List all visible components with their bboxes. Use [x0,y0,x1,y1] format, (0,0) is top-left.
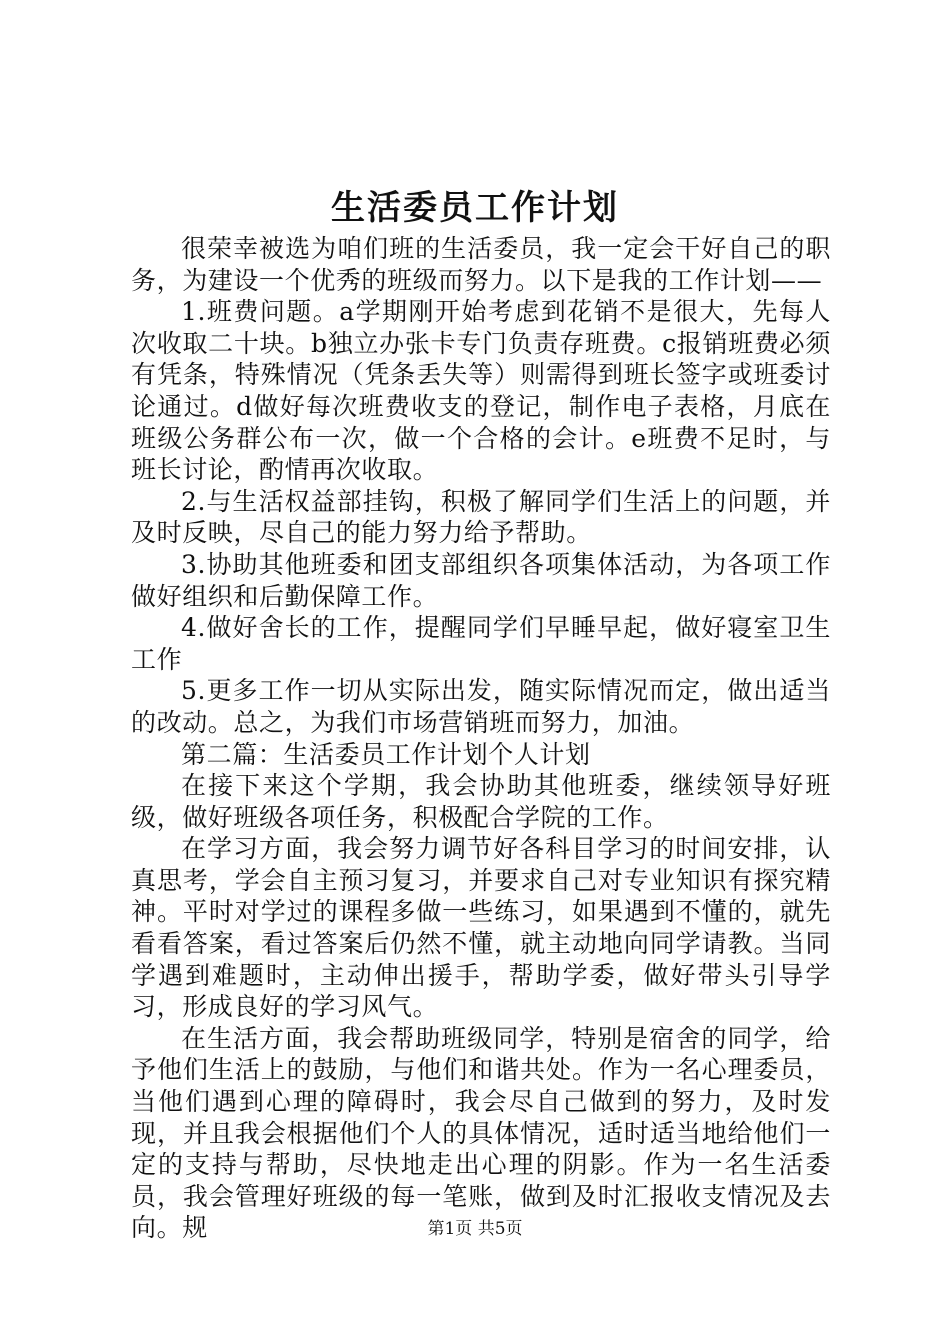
paragraph: 5.更多工作一切从实际出发，随实际情况而定，做出适当的改动。总之，为我们市场营销班而努力，加油。 [131,676,831,737]
document-title: 生活委员工作计划 [331,188,619,228]
paragraph: 2.与生活权益部挂钩，积极了解同学们生活上的问题，并及时反映，尽自己的能力努力给予帮助。 [131,486,831,548]
page-number-footer: 第1页 共5页 [427,1219,523,1239]
paragraph: 在学习方面，我会努力调节好各科目学习的时间安排，认真思考，学会自主预习复习，并要求自己对专业知识有探究精神。平时对学过的课程多做一些练习，如果遇到不懂的，就先看看答案，看过答案后仍然不懂，就主动地向同学请教。当同学遇到难题时，主动伸出援手，帮助学委，做好带头引导学习，形成良好的学习风气。 [131,834,831,1022]
paragraph: 4.做好舍长的工作，提醒同学们早睡早起，做好寝室卫生工作 [131,613,831,674]
paragraph: 3.协助其他班委和团支部组织各项集体活动，为各项工作做好组织和后勤保障工作。 [131,549,831,611]
paragraph: 1.班费问题。a学期刚开始考虑到花销不是很大，先每人次收取二十块。b独立办张卡专门负责存班费。c报销班费必须有凭条，特殊情况（凭条丢失等）则需得到班长签字或班委讨论通过。d做好每次班费收支的登记，制作电子表格，月底在班级公务群公布一次，做一个合格的会计。e班费不足时，与班长讨论，酌情再次收取。 [131,297,831,485]
paragraph: 在生活方面，我会帮助班级同学，特别是宿舍的同学，给予他们生活上的鼓励，与他们和谐共处。作为一名心理委员，当他们遇到心理的障碍时，我会尽自己做到的努力，及时发现，并且我会根据他们个人的具体情况，适时适当地给他们一定的支持与帮助，尽快地走出心理的阴影。作为一名生活委员，我会管理好班级的每一笔账，做到及时汇报收支情况及去向。规 [131,1023,831,1243]
document-body [131,233,831,1244]
paragraph: 很荣幸被选为咱们班的生活委员，我一定会干好自己的职务，为建设一个优秀的班级而努力。以下是我的工作计划—— [131,234,831,295]
paragraph: 在接下来这个学期，我会协助其他班委，继续领导好班级，做好班级各项任务，积极配合学院的工作。 [131,771,831,832]
section-heading: 第二篇：生活委员工作计划个人计划 [181,739,591,769]
